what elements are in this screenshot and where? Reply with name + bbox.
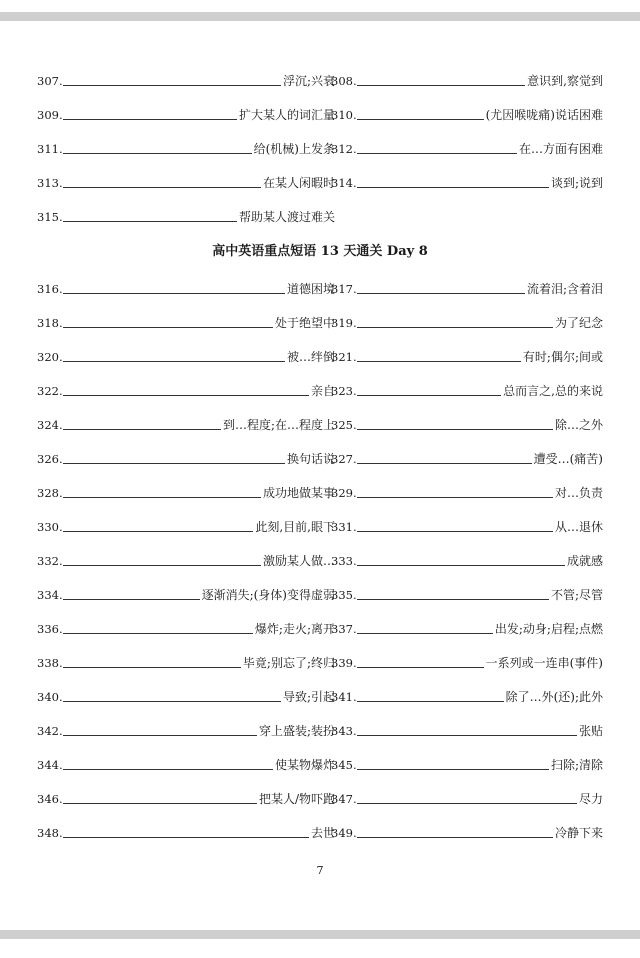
item-number: 322. [37,384,63,398]
item-number: 341. [331,690,357,704]
chinese-meaning: 张贴 [578,724,603,738]
chinese-meaning: 道德困境 [286,282,335,296]
chinese-meaning: 爆炸;走火;离开 [254,622,335,636]
answer-blank[interactable] [63,803,257,804]
item-number: 333. [331,554,357,568]
chinese-meaning: 到…程度;在…程度上 [222,418,335,432]
phrase-item [37,514,335,534]
chinese-meaning: 成功地做某事 [262,486,335,500]
answer-blank[interactable] [63,837,309,838]
item-number: 309. [37,108,63,122]
phrase-item [331,412,603,432]
item-number: 347. [331,792,357,806]
chinese-meaning: 除…之外 [554,418,603,432]
phrase-item [37,344,335,364]
chinese-meaning: 总而言之,总的来说 [503,384,603,398]
chinese-meaning: 遭受…(痛苦) [533,452,603,466]
item-number: 339. [331,656,357,670]
chinese-meaning: 流着泪;含着泪 [526,282,603,296]
answer-blank[interactable] [63,153,252,154]
phrase-row [0,752,640,772]
answer-blank[interactable] [357,667,484,668]
chinese-meaning: 去世 [310,826,335,840]
phrase-row [0,718,640,738]
item-number: 324. [37,418,63,432]
answer-blank[interactable] [357,769,549,770]
phrase-item [37,820,335,840]
phrase-row [0,102,640,122]
answer-blank[interactable] [357,565,565,566]
phrase-item [331,276,603,296]
item-number: 308. [331,74,357,88]
phrase-item [331,136,603,156]
item-number: 328. [37,486,63,500]
answer-blank[interactable] [357,837,553,838]
bottom-border-band [0,930,640,939]
chinese-meaning: 使某物爆炸 [274,758,335,772]
phrase-item [37,378,335,398]
phrase-item [331,170,603,190]
phrase-item [37,582,335,602]
chinese-meaning: 成就感 [566,554,603,568]
phrase-item [37,102,335,122]
item-number: 310. [331,108,357,122]
answer-blank[interactable] [63,599,200,600]
phrase-row [0,446,640,466]
chinese-meaning: 为了纪念 [554,316,603,330]
phrase-item [331,616,603,636]
answer-blank[interactable] [63,701,281,702]
chinese-meaning: 把某人/物吓跑 [258,792,335,806]
phrase-item [37,446,335,466]
answer-blank[interactable] [63,85,281,86]
phrase-item [37,718,335,738]
item-number: 314. [331,176,357,190]
item-number: 334. [37,588,63,602]
chinese-meaning: 穿上盛装;装扮 [258,724,335,738]
item-number: 340. [37,690,63,704]
phrase-item [331,650,603,670]
answer-blank[interactable] [63,667,241,668]
item-number: 327. [331,452,357,466]
phrase-row [0,412,640,432]
phrase-item [37,170,335,190]
chinese-meaning: 换句话说 [286,452,335,466]
item-number: 330. [37,520,63,534]
phrase-item [37,786,335,806]
chinese-meaning: 除了…外(还);此外 [505,690,603,704]
answer-blank[interactable] [63,497,261,498]
item-number: 311. [37,142,63,156]
phrase-row [0,820,640,840]
answer-blank[interactable] [63,293,285,294]
item-number: 345. [331,758,357,772]
phrase-item [37,412,335,432]
item-number: 318. [37,316,63,330]
phrase-row [0,204,640,224]
chinese-meaning: 谈到;说到 [550,176,603,190]
chinese-meaning: 扩大某人的词汇量 [238,108,335,122]
answer-blank[interactable] [357,85,526,86]
item-number: 307. [37,74,63,88]
phrase-item [331,786,603,806]
phrase-item [37,68,335,88]
chinese-meaning: (尤因喉咙痛)说话困难 [485,108,603,122]
phrase-row [0,378,640,398]
phrase-item [331,684,603,704]
phrase-item [37,616,335,636]
phrase-item [37,752,335,772]
chinese-meaning: 给(机械)上发条 [253,142,335,156]
phrase-row [0,616,640,636]
phrase-row [0,68,640,88]
chinese-meaning: 此刻,目前,眼下 [255,520,335,534]
chinese-meaning: 从…退休 [554,520,603,534]
item-number: 319. [331,316,357,330]
phrase-item [331,480,603,500]
item-number: 321. [331,350,357,364]
section-heading: 高中英语重点短语 13 天通关 Day 8 [212,244,428,259]
item-number: 348. [37,826,63,840]
phrase-item [37,548,335,568]
item-number: 329. [331,486,357,500]
item-number: 316. [37,282,63,296]
chinese-meaning: 在某人闲暇时 [262,176,335,190]
answer-blank[interactable] [63,361,285,362]
phrase-row [0,684,640,704]
item-number: 346. [37,792,63,806]
item-number: 317. [331,282,357,296]
chinese-meaning: 冷静下来 [554,826,603,840]
phrase-item [331,582,603,602]
answer-blank[interactable] [357,803,577,804]
answer-blank[interactable] [357,463,532,464]
answer-blank[interactable] [357,633,493,634]
chinese-meaning: 意识到,察觉到 [527,74,603,88]
phrase-item [37,650,335,670]
item-number: 312. [331,142,357,156]
item-number: 325. [331,418,357,432]
chinese-meaning: 浮沉;兴衰 [282,74,335,88]
chinese-meaning: 帮助某人渡过难关 [238,210,335,224]
answer-blank[interactable] [63,735,257,736]
chinese-meaning: 有时;偶尔;间或 [522,350,603,364]
phrase-item [331,820,603,840]
top-border-band [0,12,640,21]
answer-blank[interactable] [357,599,549,600]
answer-blank[interactable] [357,327,553,328]
phrase-row [0,786,640,806]
item-number: 338. [37,656,63,670]
phrase-row [0,310,640,330]
answer-blank[interactable] [357,497,553,498]
phrase-row [0,514,640,534]
phrase-item [331,752,603,772]
answer-blank[interactable] [357,119,484,120]
chinese-meaning: 被…绊倒 [286,350,335,364]
item-number: 313. [37,176,63,190]
phrase-item [37,684,335,704]
chinese-meaning: 不管;尽管 [550,588,603,602]
chinese-meaning: 激励某人做… [262,554,335,568]
item-number: 337. [331,622,357,636]
chinese-meaning: 导致;引起 [282,690,335,704]
item-number: 342. [37,724,63,738]
phrase-item [331,102,603,122]
answer-blank[interactable] [63,463,285,464]
chinese-meaning: 对…负责 [554,486,603,500]
item-number: 332. [37,554,63,568]
answer-blank[interactable] [63,187,261,188]
answer-blank[interactable] [357,361,521,362]
answer-blank[interactable] [63,395,309,396]
answer-blank[interactable] [63,769,273,770]
phrase-row [0,136,640,156]
chinese-meaning: 出发;动身;启程;点燃 [494,622,603,636]
page-number: 7 [316,864,324,877]
chinese-meaning: 尽力 [578,792,603,806]
item-number: 331. [331,520,357,534]
item-number: 344. [37,758,63,772]
chinese-meaning: 一系列或一连串(事件) [485,656,603,670]
phrase-item [331,548,603,568]
phrase-item [331,344,603,364]
phrase-item [37,276,335,296]
chinese-meaning: 逐渐消失;(身体)变得虚弱 [201,588,335,602]
phrase-item [331,378,603,398]
item-number: 315. [37,210,63,224]
item-number: 323. [331,384,357,398]
phrase-item [331,718,603,738]
phrase-row [0,344,640,364]
phrase-item [37,136,335,156]
item-number: 335. [331,588,357,602]
chinese-meaning: 处于绝望中 [274,316,335,330]
answer-blank[interactable] [63,221,237,222]
item-number: 326. [37,452,63,466]
chinese-meaning: 在…方面有困难 [518,142,603,156]
answer-blank[interactable] [63,429,221,430]
answer-blank[interactable] [63,327,273,328]
item-number: 349. [331,826,357,840]
chinese-meaning: 亲自 [310,384,335,398]
answer-blank[interactable] [357,531,553,532]
answer-blank[interactable] [357,293,525,294]
phrase-row [0,650,640,670]
phrase-row [0,276,640,296]
answer-blank[interactable] [63,633,253,634]
answer-blank[interactable] [357,187,549,188]
answer-blank[interactable] [63,531,254,532]
phrase-item [331,446,603,466]
phrase-row [0,548,640,568]
phrase-row [0,582,640,602]
item-number: 336. [37,622,63,636]
answer-blank[interactable] [357,429,553,430]
phrase-row [0,170,640,190]
answer-blank[interactable] [63,119,237,120]
chinese-meaning: 扫除;清除 [550,758,603,772]
phrase-item [37,310,335,330]
phrase-item [37,204,335,224]
phrase-row [0,480,640,500]
answer-blank[interactable] [357,153,517,154]
phrase-item [331,68,603,88]
answer-blank[interactable] [357,395,502,396]
answer-blank[interactable] [357,735,577,736]
answer-blank[interactable] [63,565,261,566]
item-number: 343. [331,724,357,738]
phrase-item [37,480,335,500]
answer-blank[interactable] [357,701,504,702]
chinese-meaning: 毕竟;别忘了;终归 [242,656,335,670]
phrase-item [331,514,603,534]
phrase-item [331,310,603,330]
item-number: 320. [37,350,63,364]
